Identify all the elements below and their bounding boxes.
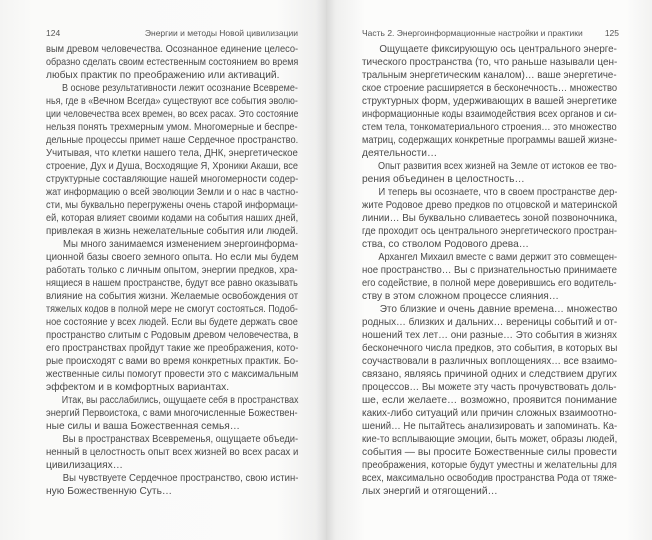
text-line: информационные коды взаимодействия всех органов и си- xyxy=(362,109,617,120)
running-title: Часть 2. Энергоинформационные настройки и практики xyxy=(362,28,583,38)
text-line: матриц, содержащих конкретные программы вашей жизне- xyxy=(362,135,618,146)
text-line: Итак, вы расслабились, ощущаете себя в пространствах xyxy=(61,395,299,406)
text-line: В основе результативности лежит осознание Всевреме- xyxy=(61,83,298,94)
text-line: ное пространство… Вы с признательностью принимаете xyxy=(362,265,617,276)
page-body-text xyxy=(46,43,298,498)
text-line: ную Божественную Суть… xyxy=(46,486,173,497)
text-line: Опыт развития всех жизней на Земле от истоков ее тво- xyxy=(378,161,617,172)
paragraph xyxy=(362,43,617,160)
text-line: ское строение расширяется в бесконечность… множество xyxy=(362,83,618,94)
paragraph xyxy=(46,433,298,472)
right-page xyxy=(326,0,652,540)
text-line: жественные силы помогут провести это с максимальным xyxy=(46,369,299,380)
text-line: эффектом и в комфортных вариантах. xyxy=(46,382,230,393)
text-line: его содействие, в полной мере доверившись его водитель- xyxy=(362,278,617,289)
text-line: ционной базы своего земного опыта. Но если мы будем xyxy=(46,252,299,263)
text-line: дельные процессы примет наше Сердечное пространство. xyxy=(46,135,299,146)
text-line: ношений тех лет… они разные… Это события в жизнях xyxy=(362,330,617,341)
text-line: родных… близких и дальних… вереницы событий и от- xyxy=(362,317,618,328)
paragraph xyxy=(362,251,617,303)
text-line: энергий Первоистока, с вами многочисленные Божествен- xyxy=(46,408,298,419)
text-line: стем тела, тонкоматериального строения… это множество xyxy=(362,122,617,133)
text-line: события — вы просите Божественные силы провести xyxy=(362,447,617,458)
text-line: Мы много занимаемся изменением энергоинформа- xyxy=(62,239,298,250)
text-line: Архангел Михаил вместе с вами держит это совмещен- xyxy=(378,252,618,263)
text-line: ше, если желаете… возможно, проявится понимание xyxy=(362,395,617,406)
text-line: рые происходят с вами во время конкретных практик. Бо- xyxy=(46,356,299,367)
text-line: жите Родовое древо предков по отцовской и материнской xyxy=(362,200,618,211)
text-line: пространство слитым с Родовым древом человечества, в xyxy=(46,330,299,341)
page-number: 124 xyxy=(46,28,61,38)
text-line: Учитывая, что клетки нашего тела, ДНК, энергетическое xyxy=(46,148,298,159)
text-line: ства, со стволом Родового древа… xyxy=(362,239,529,250)
text-line: Вы в пространствах Всевременья, ощущаете объеди- xyxy=(62,434,299,445)
running-title: Энергии и методы Новой цивилизации xyxy=(144,28,298,38)
text-line: деятельности… xyxy=(362,148,438,159)
text-line: сти, мы буквально перегружены очень старой информаци- xyxy=(46,200,298,211)
text-line: Ощущаете фиксирующую ось центрального энерге- xyxy=(379,44,617,55)
text-line: лых энергий и отягощений… xyxy=(362,486,498,497)
paragraph xyxy=(46,238,298,394)
text-line: влияние на события жизни. Желаемые освобождения от xyxy=(46,291,299,302)
text-line: тического пространства (то, что раньше называли цен- xyxy=(362,57,618,68)
text-line: соучаствовали в различных воплощениях… все взаимо- xyxy=(362,356,618,367)
text-line: цивилизациях… xyxy=(46,460,123,471)
text-line: привлекая в жизнь нежелательные события или людей. xyxy=(46,226,299,237)
text-line: где проходит ось центрального энергетического простран- xyxy=(362,226,618,237)
text-line: образно сделать своим естественным состоянием во время xyxy=(46,57,299,68)
text-line: его пространствах пройдут такие же преображения, кото- xyxy=(46,343,299,354)
paragraph xyxy=(46,394,298,433)
text-line: Вы чувствуете Сердечное пространство, свою истин- xyxy=(62,473,299,484)
paragraph xyxy=(362,303,617,498)
text-line: нельзя понять трехмерным умом. Многомерные и беспре- xyxy=(46,122,298,133)
paragraph xyxy=(46,43,298,82)
text-line: ству в этом сложном процессе слияния… xyxy=(362,291,559,302)
text-line: ненный в целостность опыт всех жизней во всех расах и xyxy=(46,447,299,458)
text-line: структурные составляющие нашей многомерности содер- xyxy=(46,174,299,185)
text-line: бесконечного числа предков, это события, в которых вы xyxy=(362,343,618,354)
text-line: процессов… Вы можете эту часть прочувствовать доль- xyxy=(362,382,617,393)
page-body-text xyxy=(362,43,617,498)
text-line: преображения, которые будут уместны и желательны для xyxy=(362,460,617,471)
text-line: Это близкие и очень давние времена… множество xyxy=(379,304,618,315)
page-number: 125 xyxy=(604,28,619,38)
text-line: шений… Не пытайтесь анализировать и запоминать. Ка- xyxy=(362,421,618,432)
text-line: рения объединен в целостность… xyxy=(362,174,525,185)
text-line: нья, где в «Вечном Всегда» существуют все события эволю- xyxy=(46,96,298,107)
text-line: жат информацию о всей эволюции Земли и о нас в частно- xyxy=(46,187,299,198)
text-line: строение, Дух и Душа, Восходящие Я, Хроники Акаши, все xyxy=(46,161,298,172)
paragraph xyxy=(362,160,617,186)
text-line: ции человечества всех времен, во всех расах. Это состояние xyxy=(46,109,299,120)
text-line: И теперь вы осознаете, что в своем пространстве дер- xyxy=(378,187,618,198)
text-line: каких-либо ситуаций или причин сложных взаимоотно- xyxy=(362,408,617,419)
text-line: вым древом человечества. Осознанное единение целесо- xyxy=(46,44,299,55)
paragraph xyxy=(46,472,298,498)
text-line: нящиеся в нашем пространстве, будут все равно оказывать xyxy=(46,278,298,289)
paragraph xyxy=(46,82,298,238)
text-line: тральным энергетическим каналом)… ваше энергетиче- xyxy=(362,70,617,81)
text-line: ные силы и ваша Божественная семья… xyxy=(46,421,240,432)
text-line: линии… Вы буквально сливаетесь зоной позвоночника, xyxy=(362,213,618,224)
text-line: всех, максимально освободив пространства Рода от тяже- xyxy=(362,473,617,484)
paragraph xyxy=(362,186,617,251)
text-line: любых практик по преображению или активаций. xyxy=(46,70,280,81)
text-line: работать только с личным опытом, энергии предков, хра- xyxy=(46,265,298,276)
text-line: кие-то всплывающие эмоции, быть может, образы людей, xyxy=(362,434,618,445)
text-line: тяжелых кодов в полной мере не смогут состояться. Подоб- xyxy=(46,304,298,315)
text-line: ное состояние у всех людей. Если вы будете держать свое xyxy=(46,317,298,328)
text-line: ей, которая влияет своими кодами на события наших дней, xyxy=(46,213,299,224)
text-line: структурных форм, удерживающих в вашей энергетике xyxy=(362,96,617,107)
text-line: связано, являясь причиной одних и следствием других xyxy=(362,369,617,380)
